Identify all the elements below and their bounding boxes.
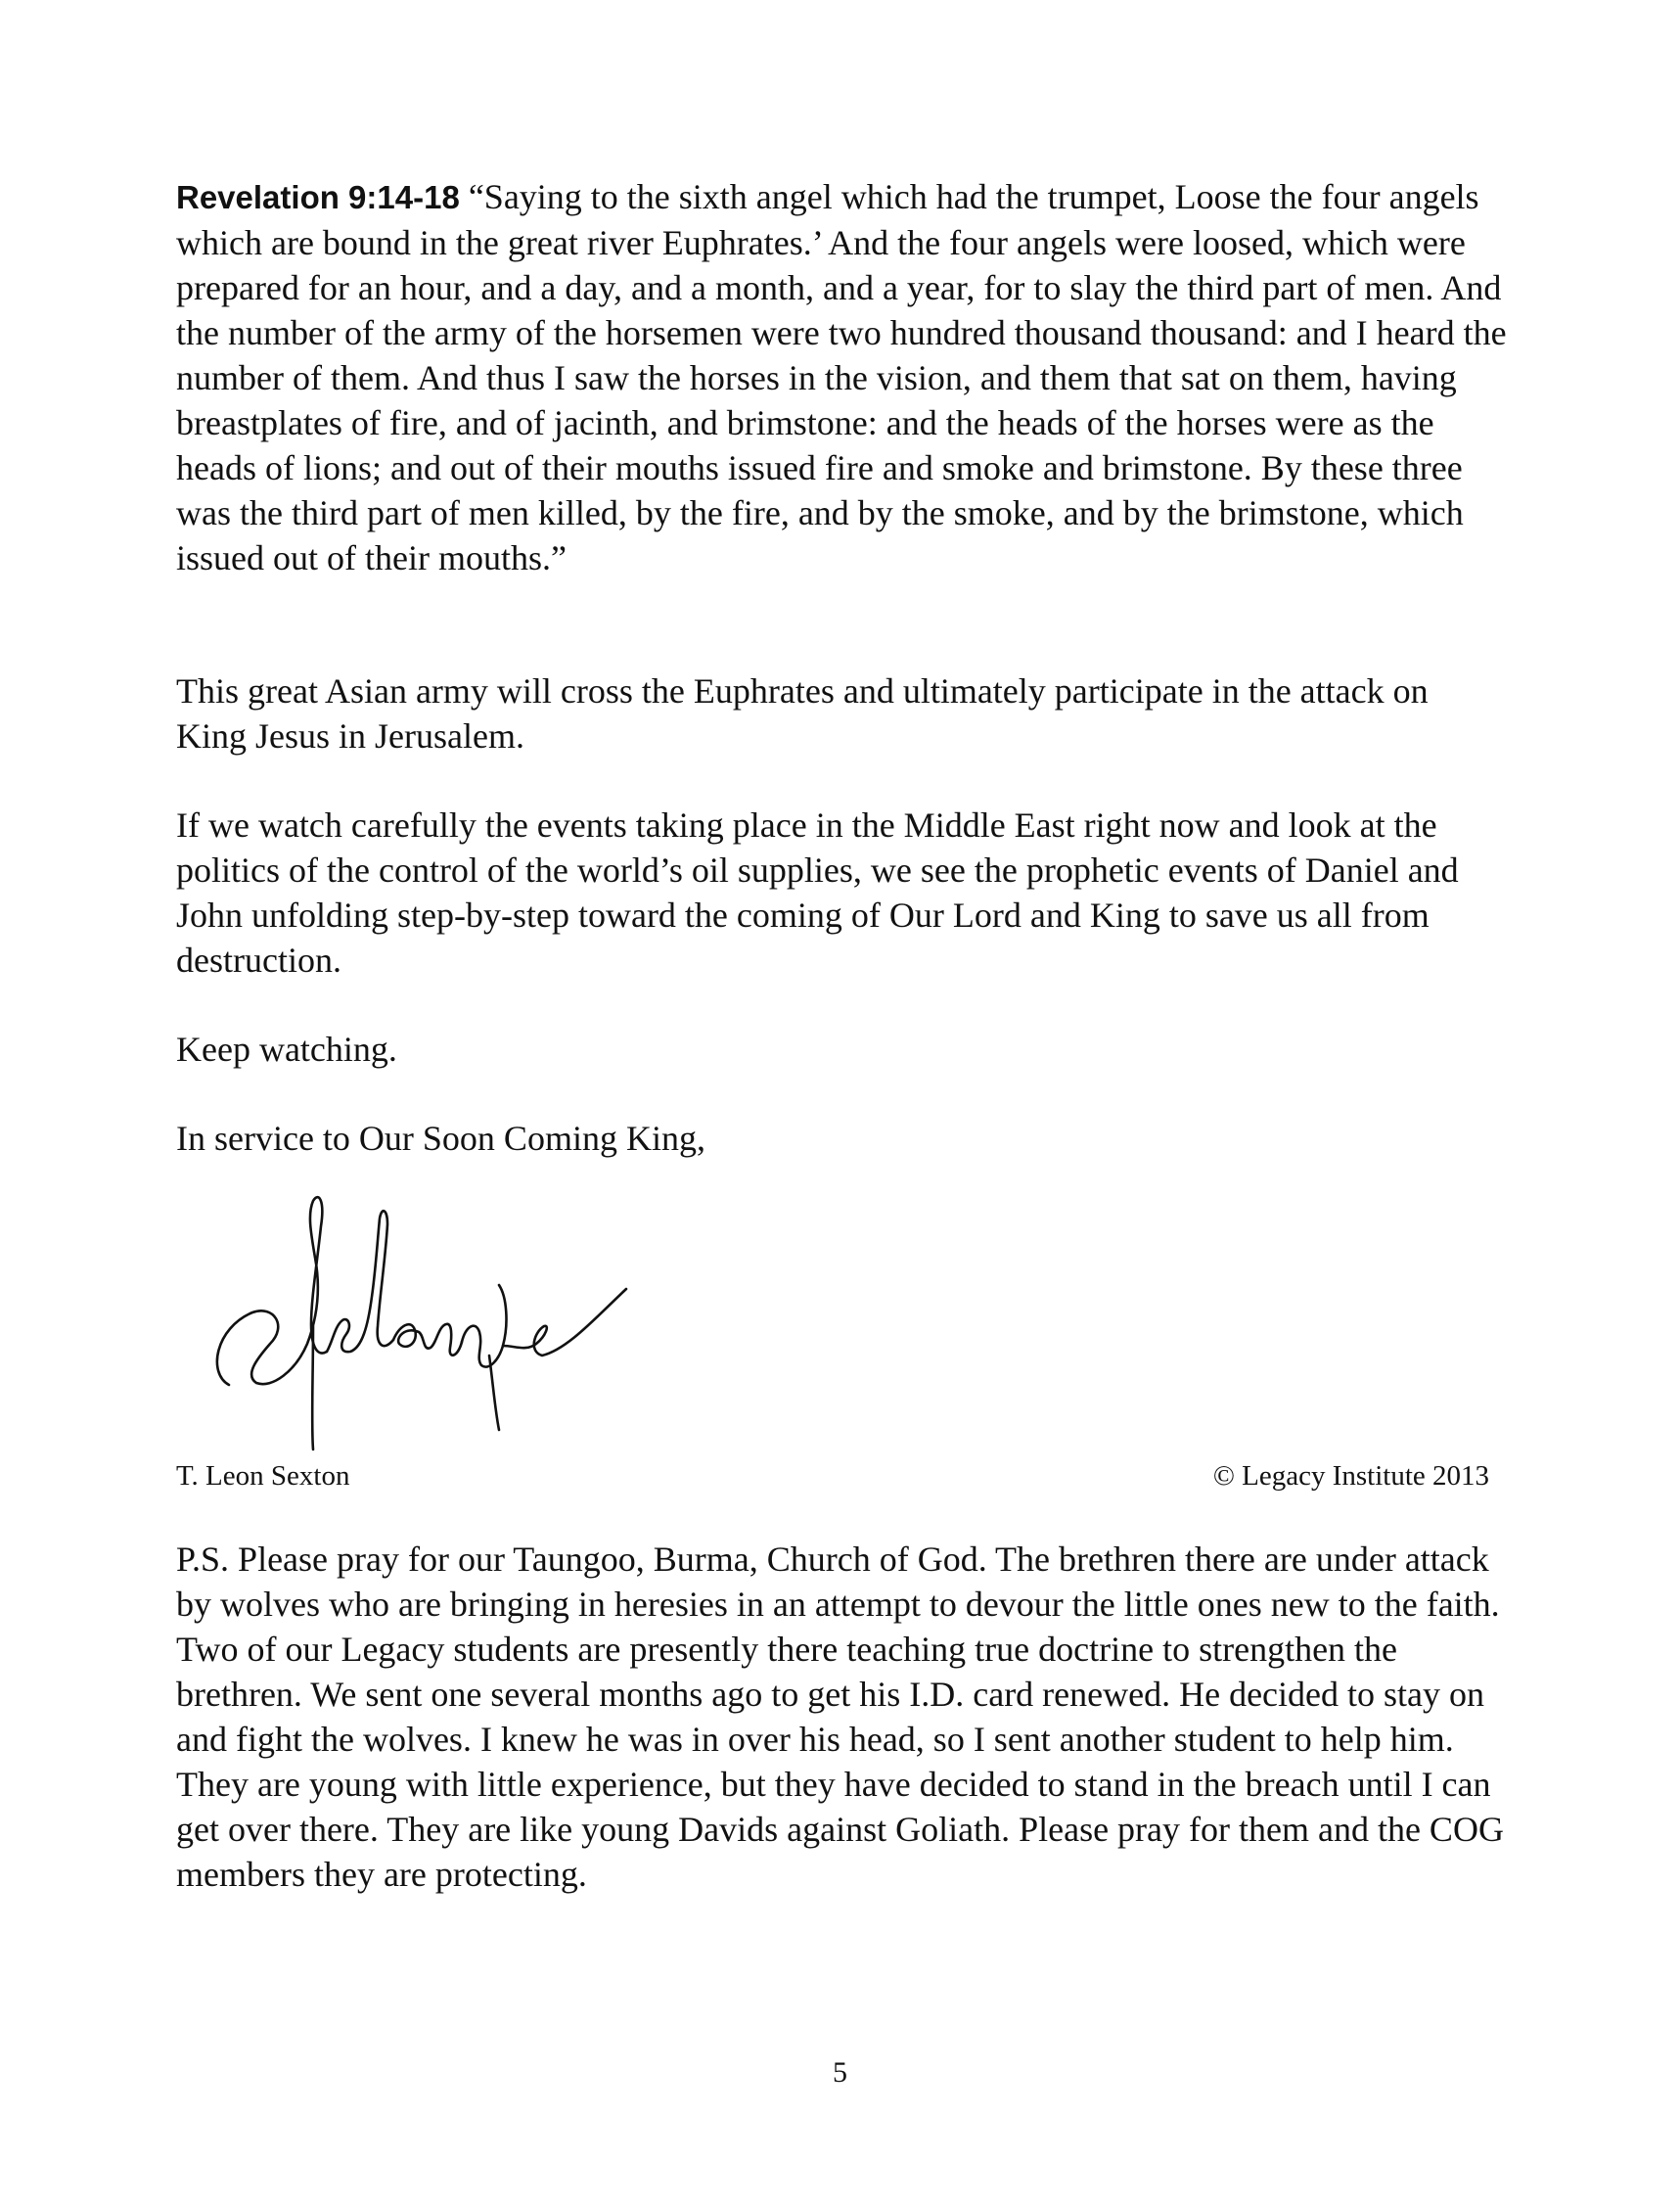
postscript-paragraph: P.S. Please pray for our Taungoo, Burma, Church of God. The brethren there are under attack by wolves who are bringing in heresies in an attempt to devour the little ones new to the faith. Two of our Legacy students are presently there teaching true doctrine to strengthen the brethren. We sent one several months ago to get his I.D. card renewed. He decided to stay on and fight the wolves. I knew he was in over his head, so I sent another student to help him. They are young with little experience, but they have decided to stand in the breach until I can get over there. They are like young Davids against Goliath. Please pray for them and the COG members they are protecting.	[176, 1540, 1504, 1894]
scripture-text: “Saying to the sixth angel which had the trumpet, Loose the four angels which are bound in the great river Euphrates.’ And the four angels were loosed, which were prepared for an hour, and a day, and a month, and a year, for to slay the third part of men. And the number of the army of the horsemen were two hundred thousand thousand: and I heard the number of them. And thus I saw the horses in the vision, and them that sat on them, having breastplates of fire, and of jacinth, and brimstone: and the heads of the horses were as the heads of lions; and out of their mouths issued fire and smoke and brimstone. By these three was the third part of men killed, by the fire, and by the smoke, and by the brimstone, which issued out of their mouths.”	[176, 177, 1507, 577]
scripture-reference: Revelation 9:14-18	[176, 179, 460, 215]
watch-paragraph: If we watch carefully the events taking place in the Middle East right now and look at the politics of the control of the world’s oil supplies, we see the prophetic events of Daniel and John unfolding step-by-step toward the coming of Our Lord and King to save us all from destruction.	[176, 805, 1459, 980]
keep-watching-line: Keep watching.	[176, 1030, 397, 1069]
copyright-notice: © Legacy Institute 2013	[1212, 1460, 1489, 1492]
handwritten-signature	[205, 1179, 636, 1453]
page-number: 5	[833, 2056, 847, 2089]
army-paragraph: This great Asian army will cross the Euphrates and ultimately participate in the attack on King Jesus in Jerusalem.	[176, 671, 1429, 756]
signer-name: T. Leon Sexton	[176, 1460, 350, 1492]
closing-line: In service to Our Soon Coming King,	[176, 1119, 705, 1158]
scripture-paragraph	[176, 174, 1507, 580]
